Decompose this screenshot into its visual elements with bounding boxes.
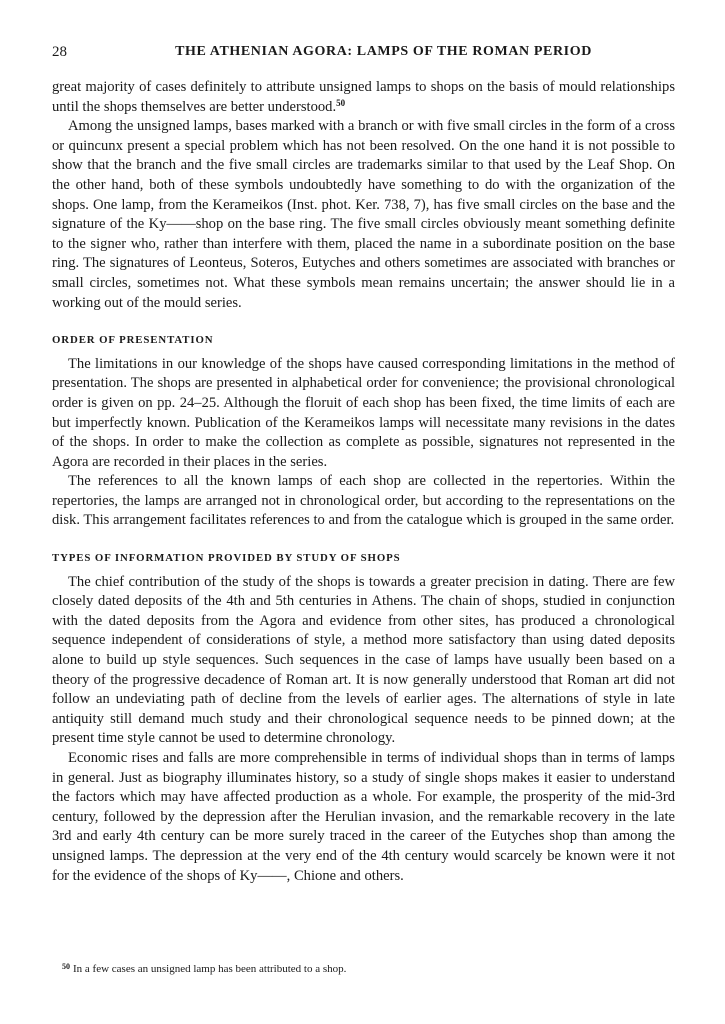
- page-number: 28: [52, 44, 67, 60]
- paragraph-dating-precision: The chief contribution of the study of the shops is towards a greater precision in dating. There are few closely dated deposits of the 4th and 5th centuries in Athens. The chain of shops, studied in conjunction with the dated deposits from the Agora and evidence from other sites, has produced a chronological sequence independent of considerations of style, a method more satisfactory than using dated deposits alone to build up style sequences. Such sequences in the case of lamps have usually been based on a theory of the progressive decadence of Roman art. It is now generally understood that Roman art did not follow an undeviating path of decline from the levels of earlier ages. The alternations of style in late antiquity still demand much study and their chronological sequence needs to be pinned down; at the present time style cannot be used to determine chronology.: [52, 573, 675, 747]
- paragraph-continued: [52, 78, 675, 117]
- running-title: THE ATHENIAN AGORA: LAMPS OF THE ROMAN PERIOD: [175, 44, 592, 59]
- paragraph-repertories: The references to all the known lamps of each shop are collected in the repertories. Within the repertories, the lamps are arranged not in chronological order, but according to the representations on the disk. This arrangement facilitates references to and from the catalogue which is grouped in the same order.: [52, 473, 675, 529]
- footnote-reference: 50: [336, 97, 346, 108]
- paragraph-unsigned-lamps: Among the unsigned lamps, bases marked with a branch or with five small circles in the form of a cross or quincunx present a special problem which has not been resolved. On the one hand it is not possible to show that the branch and the five small circles are trademarks similar to that used by the Leaf Shop. On the other hand, both of these symbols undoubtedly have something to do with the organization of the shops. One lamp, from the Kerameikos (Inst. phot. Ker. 738, 7), has five small circles on the base and the signature of the Ky——shop on the base ring. The five small circles obviously meant something definite to the signer who, rather than interfere with them, placed the name in a subordinate position on the base ring. The signatures of Leonteus, Soteros, Eutyches and others sometimes are associated with branches or small circles, sometimes not. What these symbols mean remains uncertain; the answer should lie in a working out of the mould series.: [52, 118, 675, 311]
- paragraph-presentation-limits: The limitations in our knowledge of the shops have caused corresponding limitations in the method of presentation. The shops are presented in alphabetical order for convenience; the provisional chronological order is given on pp. 24–25. Although the floruit of each shop has been fixed, the time limits of each are but imperfectly known. Publication of the Kerameikos lamps will necessitate many revisions in the dates of the shops. In order to make the collection as complete as possible, signatures not represented in the Agora are recorded in their places in the series.: [52, 355, 675, 470]
- paragraph-1-text: great majority of cases definitely to attribute unsigned lamps to shops on the basis of mould relationships until the shops themselves are better understood.: [52, 79, 675, 115]
- section-heading-types-of-information: TYPES OF INFORMATION PROVIDED BY STUDY OF SHOPS: [52, 552, 401, 565]
- footnote: [62, 962, 662, 976]
- section-heading-order-of-presentation: ORDER OF PRESENTATION: [52, 334, 214, 347]
- paragraph-economic-trends: Economic rises and falls are more comprehensible in terms of individual shops than in terms of lamps in general. Just as biography illuminates history, so a study of single shops makes it easier to understand the factors which may have affected production as a whole. For example, the prosperity of the mid-3rd century, followed by the depression after the Herulian invasion, and the remarkable recovery in the late 3rd and early 4th century can be more surely traced in the career of the Eutyches shop than among the unsigned lamps. The depression at the very end of the 4th century would scarcely be known were it not for the evidence of the shops of Ky——, Chione and others.: [52, 750, 675, 884]
- footnote-marker: 50: [62, 962, 70, 971]
- footnote-text: In a few cases an unsigned lamp has been attributed to a shop.: [73, 963, 347, 975]
- body-text: [52, 78, 675, 886]
- page-header: [52, 44, 675, 64]
